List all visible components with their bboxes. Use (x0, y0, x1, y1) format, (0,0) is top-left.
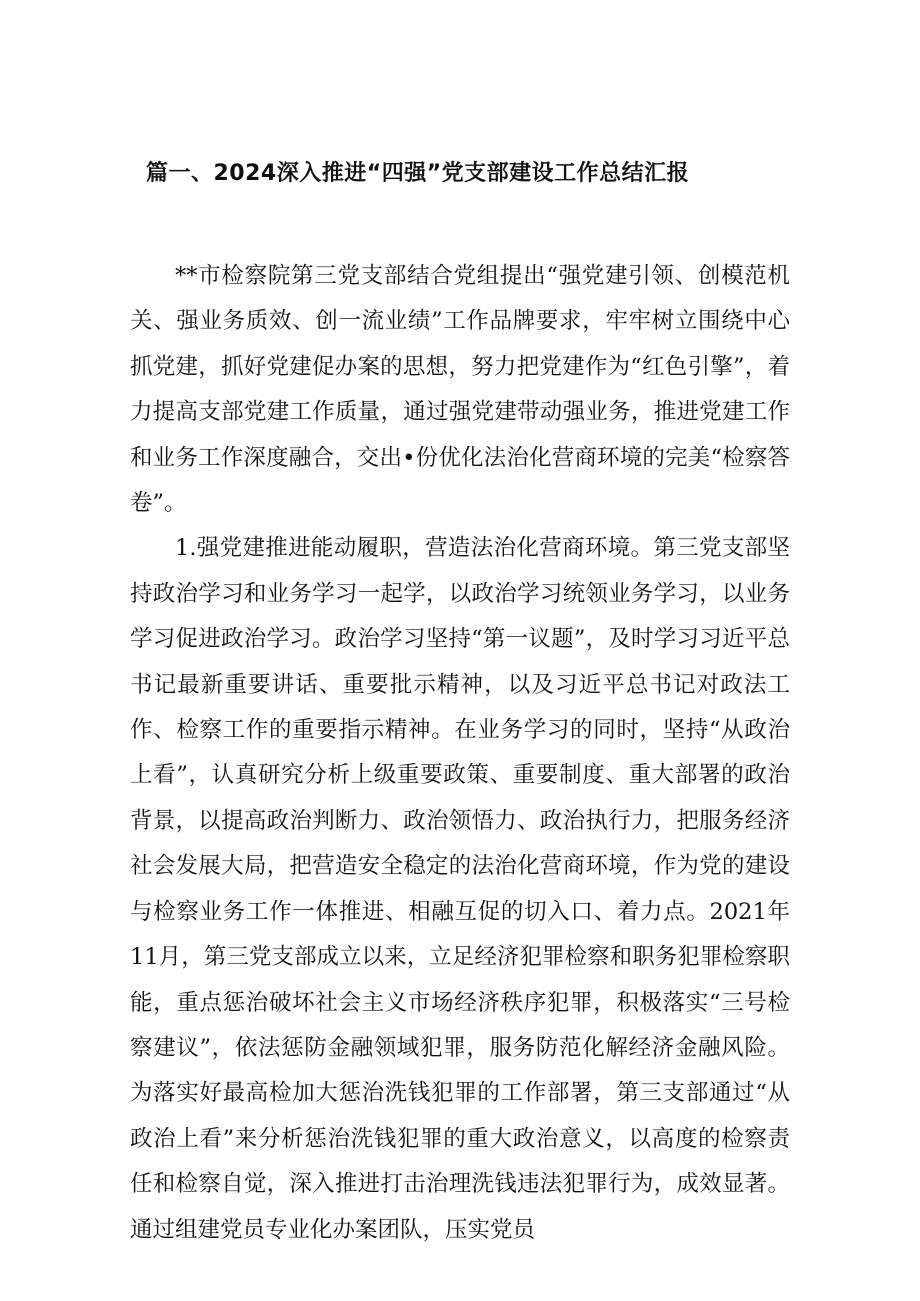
paragraph-section-1: 1.强党建推进能动履职，营造法治化营商环境。第三党支部坚持政治学习和业务学习一起学，以政治学习统领业务学习，以业务学习促进政治学习。政治学习坚持“第一议题”，及时学习习近平总书记最新重要讲话、重要批示精神，以及习近平总书记对政法工作、检察工作的重要指示精神。在业务学习的同时，坚持“从政治上看”，认真研究分析上级重要政策、重要制度、重大部署的政治背景，以提高政治判断力、政治领悟力、政治执行力，把服务经济社会发展大局，把营造安全稳定的法治化营商环境，作为党的建设与检察业务工作一体推进、相融互促的切入口、着力点。2021年11月，第三党支部成立以来，立足经济犯罪检察和职务犯罪检察职能，重点惩治破坏社会主义市场经济秩序犯罪，积极落实“三号检察建议”，依法惩防金融领域犯罪，服务防范化解经济金融风险。为落实好最高检加大惩治洗钱犯罪的工作部署，第三支部通过“从政治上看”来分析惩治洗钱犯罪的重大政治意义，以高度的检察责任和检察自觉，深入推进打击治理洗钱违法犯罪行为，成效显著。通过组建党员专业化办案团队，压实党员 (130, 535, 790, 1243)
document-title: 篇一、2024深入推进“四强”党支部建设工作总结汇报 (146, 161, 690, 186)
document-body (130, 254, 790, 1253)
paragraph-intro: **市检察院第三党支部结合党组提出“强党建引领、创模范机关、强业务质效、创一流业绩”工作品牌要求，牢牢树立围绕中心抓党建，抓好党建促办案的思想，努力把党建作为“红色引擎”，着力提高支部党建工作质量，通过强党建带动强业务，推进党建工作和业务工作深度融合，交出•份优化法治化营商环境的完美“检察答卷”。 (130, 263, 790, 517)
